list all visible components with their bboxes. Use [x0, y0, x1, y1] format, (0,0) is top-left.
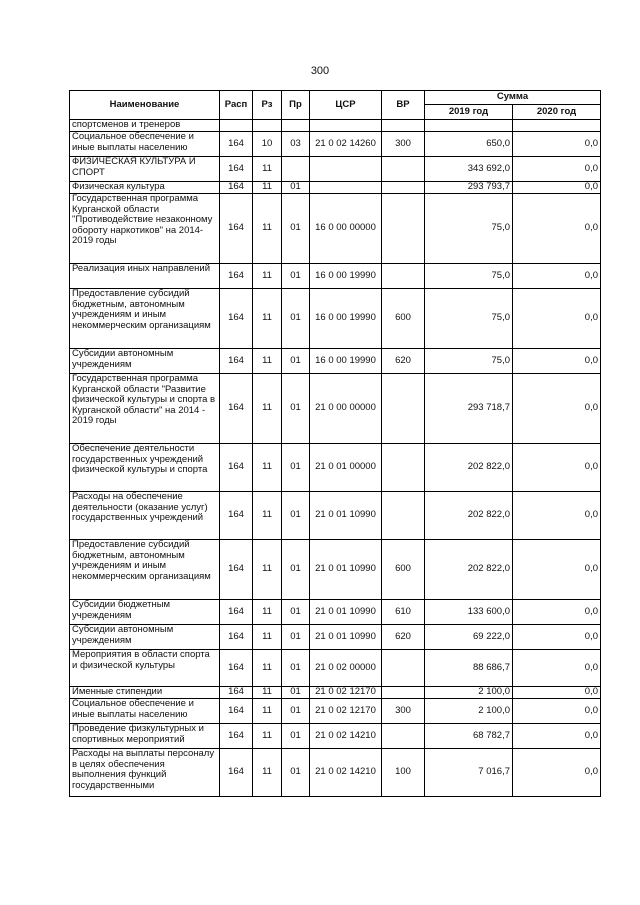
cell-2020: 0,0 [513, 540, 601, 600]
cell-pr: 01 [282, 724, 310, 749]
cell-rz: 11 [253, 289, 282, 349]
cell-rz: 11 [253, 540, 282, 600]
cell-2019: 69 222,0 [425, 625, 513, 650]
cell-name: Субсидии автономным учреждениям [70, 349, 220, 374]
table-row [70, 540, 601, 600]
cell-vr [382, 264, 425, 289]
cell-pr: 01 [282, 749, 310, 797]
cell-rasp: 164 [220, 699, 253, 724]
cell-vr [382, 120, 425, 132]
cell-rz: 11 [253, 724, 282, 749]
cell-csr: 21 0 01 10990 [310, 492, 382, 540]
cell-name: Социальное обеспечение и иные выплаты населению [70, 132, 220, 157]
cell-rz: 11 [253, 349, 282, 374]
header-name: Наименование [70, 91, 220, 120]
cell-name: Субсидии автономным учреждениям [70, 625, 220, 650]
cell-2020: 0,0 [513, 374, 601, 444]
cell-rasp: 164 [220, 492, 253, 540]
cell-csr: 21 0 00 00000 [310, 374, 382, 444]
table-row [70, 194, 601, 264]
header-pr: Пр [282, 91, 310, 120]
cell-rz: 11 [253, 687, 282, 699]
cell-name: Предоставление субсидий бюджетным, автономным учреждениям и иным некоммерческим организациям [70, 540, 220, 600]
cell-pr: 01 [282, 182, 310, 194]
cell-pr: 01 [282, 264, 310, 289]
cell-2019: 75,0 [425, 264, 513, 289]
cell-2020: 0,0 [513, 194, 601, 264]
cell-rasp: 164 [220, 194, 253, 264]
cell-pr: 01 [282, 194, 310, 264]
cell-pr: 03 [282, 132, 310, 157]
cell-2019: 2 100,0 [425, 699, 513, 724]
cell-vr: 600 [382, 540, 425, 600]
cell-rz: 11 [253, 650, 282, 687]
table-row [70, 264, 601, 289]
cell-name: Реализация иных направлений [70, 264, 220, 289]
cell-name: спортсменов и тренеров [70, 120, 220, 132]
table-row [70, 289, 601, 349]
cell-2019: 202 822,0 [425, 540, 513, 600]
table-row [70, 182, 601, 194]
cell-csr [310, 182, 382, 194]
cell-csr [310, 157, 382, 182]
cell-2019: 202 822,0 [425, 444, 513, 492]
cell-name: ФИЗИЧЕСКАЯ КУЛЬТУРА И СПОРТ [70, 157, 220, 182]
cell-rz: 11 [253, 374, 282, 444]
table-row [70, 650, 601, 687]
cell-2019: 7 016,7 [425, 749, 513, 797]
cell-2019: 75,0 [425, 289, 513, 349]
cell-pr: 01 [282, 492, 310, 540]
cell-csr: 21 0 02 12170 [310, 687, 382, 699]
table-row [70, 687, 601, 699]
cell-vr [382, 444, 425, 492]
header-2019: 2019 год [425, 105, 513, 120]
cell-name: Именные стипендии [70, 687, 220, 699]
cell-vr [382, 650, 425, 687]
cell-name: Субсидии бюджетным учреждениям [70, 600, 220, 625]
cell-csr: 16 0 00 19990 [310, 264, 382, 289]
cell-name: Физическая культура [70, 182, 220, 194]
cell-rz: 11 [253, 157, 282, 182]
cell-csr [310, 120, 382, 132]
cell-rz: 11 [253, 625, 282, 650]
cell-rz: 11 [253, 264, 282, 289]
budget-table [69, 90, 601, 797]
cell-name: Социальное обеспечение и иные выплаты населению [70, 699, 220, 724]
cell-csr: 16 0 00 19990 [310, 289, 382, 349]
cell-vr [382, 724, 425, 749]
cell-2019: 293 793,7 [425, 182, 513, 194]
cell-2020: 0,0 [513, 264, 601, 289]
cell-pr: 01 [282, 699, 310, 724]
header-2020: 2020 год [513, 105, 601, 120]
cell-name: Расходы на обеспечение деятельности (оказание услуг) государственных учреждений [70, 492, 220, 540]
cell-pr: 01 [282, 374, 310, 444]
cell-pr: 01 [282, 625, 310, 650]
cell-2020: 0,0 [513, 625, 601, 650]
cell-rasp [220, 120, 253, 132]
table-row [70, 444, 601, 492]
cell-rz: 11 [253, 699, 282, 724]
cell-name: Расходы на выплаты персоналу в целях обеспечения выполнения функций государственными [70, 749, 220, 797]
cell-rasp: 164 [220, 182, 253, 194]
page-number: 300 [310, 65, 330, 77]
cell-vr: 100 [382, 749, 425, 797]
cell-csr: 21 0 01 00000 [310, 444, 382, 492]
table-row [70, 600, 601, 625]
cell-csr: 21 0 02 14210 [310, 724, 382, 749]
table-row [70, 374, 601, 444]
header-rasp: Расп [220, 91, 253, 120]
table-body [70, 120, 601, 797]
cell-2019: 133 600,0 [425, 600, 513, 625]
cell-vr [382, 157, 425, 182]
table-row [70, 625, 601, 650]
cell-vr: 620 [382, 349, 425, 374]
table-row [70, 157, 601, 182]
cell-pr: 01 [282, 444, 310, 492]
cell-pr: 01 [282, 540, 310, 600]
cell-rz: 11 [253, 182, 282, 194]
cell-csr: 21 0 02 14210 [310, 749, 382, 797]
cell-2019: 68 782,7 [425, 724, 513, 749]
cell-name: Государственная программа Курганской области "Развитие физической культуры и спорта в Курганской области" на 2014 - 2019 годы [70, 374, 220, 444]
cell-2019: 75,0 [425, 349, 513, 374]
cell-2020: 0,0 [513, 650, 601, 687]
cell-2020: 0,0 [513, 444, 601, 492]
cell-rz: 11 [253, 194, 282, 264]
cell-2020: 0,0 [513, 600, 601, 625]
cell-rasp: 164 [220, 600, 253, 625]
cell-2020: 0,0 [513, 687, 601, 699]
table-row [70, 120, 601, 132]
cell-rasp: 164 [220, 749, 253, 797]
table-header [70, 91, 601, 120]
cell-vr: 300 [382, 132, 425, 157]
cell-rasp: 164 [220, 289, 253, 349]
table-row [70, 724, 601, 749]
table-row [70, 699, 601, 724]
cell-2020: 0,0 [513, 749, 601, 797]
cell-rasp: 164 [220, 132, 253, 157]
cell-csr: 21 0 02 14260 [310, 132, 382, 157]
cell-name: Государственная программа Курганской области "Противодействие незаконному обороту наркотиков" на 2014-2019 годы [70, 194, 220, 264]
cell-vr: 600 [382, 289, 425, 349]
header-csr: ЦСР [310, 91, 382, 120]
cell-csr: 21 0 01 10990 [310, 540, 382, 600]
header-rz: Рз [253, 91, 282, 120]
cell-rz: 11 [253, 444, 282, 492]
header-sum: Сумма [425, 91, 601, 105]
cell-vr [382, 687, 425, 699]
cell-2019: 293 718,7 [425, 374, 513, 444]
cell-2020: 0,0 [513, 157, 601, 182]
cell-2019 [425, 120, 513, 132]
cell-2019: 88 686,7 [425, 650, 513, 687]
cell-rz: 11 [253, 492, 282, 540]
cell-rasp: 164 [220, 540, 253, 600]
cell-rasp: 164 [220, 157, 253, 182]
cell-csr: 21 0 02 12170 [310, 699, 382, 724]
cell-vr [382, 194, 425, 264]
cell-2020: 0,0 [513, 349, 601, 374]
cell-csr: 21 0 01 10990 [310, 625, 382, 650]
cell-csr: 16 0 00 00000 [310, 194, 382, 264]
cell-vr [382, 182, 425, 194]
cell-vr: 620 [382, 625, 425, 650]
table-row [70, 349, 601, 374]
cell-rasp: 164 [220, 374, 253, 444]
cell-vr: 610 [382, 600, 425, 625]
cell-pr [282, 120, 310, 132]
cell-vr [382, 492, 425, 540]
cell-2020: 0,0 [513, 132, 601, 157]
cell-name: Обеспечение деятельности государственных учреждений физической культуры и спорта [70, 444, 220, 492]
table-row [70, 492, 601, 540]
cell-rasp: 164 [220, 687, 253, 699]
cell-2020: 0,0 [513, 724, 601, 749]
cell-rasp: 164 [220, 650, 253, 687]
cell-pr [282, 157, 310, 182]
cell-vr: 300 [382, 699, 425, 724]
table-row [70, 749, 601, 797]
cell-pr: 01 [282, 687, 310, 699]
cell-2020: 0,0 [513, 289, 601, 349]
cell-name: Проведение физкультурных и спортивных мероприятий [70, 724, 220, 749]
header-vr: ВР [382, 91, 425, 120]
cell-rz [253, 120, 282, 132]
cell-rasp: 164 [220, 264, 253, 289]
cell-csr: 21 0 01 10990 [310, 600, 382, 625]
cell-rz: 10 [253, 132, 282, 157]
cell-pr: 01 [282, 650, 310, 687]
cell-rasp: 164 [220, 625, 253, 650]
cell-pr: 01 [282, 289, 310, 349]
cell-rasp: 164 [220, 444, 253, 492]
cell-2019: 75,0 [425, 194, 513, 264]
cell-2019: 2 100,0 [425, 687, 513, 699]
cell-2019: 343 692,0 [425, 157, 513, 182]
cell-2019: 650,0 [425, 132, 513, 157]
cell-2020 [513, 120, 601, 132]
cell-rasp: 164 [220, 349, 253, 374]
cell-2019: 202 822,0 [425, 492, 513, 540]
cell-rz: 11 [253, 600, 282, 625]
cell-vr [382, 374, 425, 444]
cell-csr: 21 0 02 00000 [310, 650, 382, 687]
cell-name: Мероприятия в области спорта и физической культуры [70, 650, 220, 687]
cell-pr: 01 [282, 349, 310, 374]
cell-csr: 16 0 00 19990 [310, 349, 382, 374]
cell-2020: 0,0 [513, 699, 601, 724]
cell-name: Предоставление субсидий бюджетным, автономным учреждениям и иным некоммерческим организациям [70, 289, 220, 349]
cell-rasp: 164 [220, 724, 253, 749]
cell-pr: 01 [282, 600, 310, 625]
cell-2020: 0,0 [513, 182, 601, 194]
cell-2020: 0,0 [513, 492, 601, 540]
cell-rz: 11 [253, 749, 282, 797]
table-row [70, 132, 601, 157]
